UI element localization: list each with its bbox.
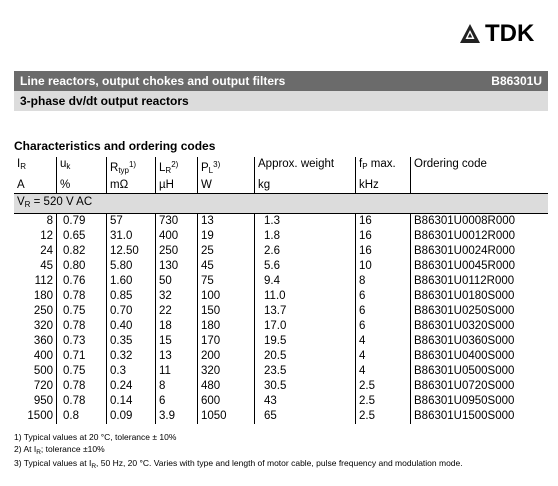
- table-cell: B86301U0400S000: [411, 349, 549, 364]
- footnote: 2) At $I_R$; tolerance ±10%: [14, 443, 105, 456]
- table-cell: 2.6: [255, 244, 356, 259]
- table-cell: 19: [198, 229, 255, 244]
- table-cell: 31.0: [107, 229, 156, 244]
- unit-label: [411, 178, 549, 194]
- table-row: [14, 364, 548, 379]
- table-cell: 3.9: [156, 409, 198, 424]
- table-row: [14, 379, 548, 394]
- voltage-row: [14, 194, 548, 214]
- unit-label: A: [14, 178, 57, 194]
- table-cell: 18: [156, 319, 198, 334]
- table-cell: 4: [356, 364, 411, 379]
- table-row: [14, 229, 548, 244]
- table-cell: 0.3: [107, 364, 156, 379]
- table-cell: 480: [198, 379, 255, 394]
- table-cell: 320: [198, 364, 255, 379]
- column-header: Approx. weight: [255, 157, 356, 178]
- table-cell: B86301U0024R000: [411, 244, 549, 259]
- table-row: [14, 304, 548, 319]
- table-cell: 0.82: [57, 244, 107, 259]
- table-cell: B86301U0008R000: [411, 214, 549, 230]
- table-cell: B86301U0180S000: [411, 289, 549, 304]
- table-cell: 19.5: [255, 334, 356, 349]
- table-row: [14, 319, 548, 334]
- document-subtitle: 3-phase dv/dt output reactors: [20, 94, 189, 108]
- table-cell: 16: [356, 229, 411, 244]
- table-cell: 0.76: [57, 274, 107, 289]
- table-cell: 180: [33, 290, 53, 302]
- table-row: [14, 289, 548, 304]
- table-cell: 0.8: [57, 409, 107, 424]
- column-header: $P_L^{3)}$: [198, 157, 255, 178]
- table-cell: B86301U0500S000: [411, 364, 549, 379]
- table-cell: 500: [33, 365, 53, 377]
- table-row: [14, 409, 548, 424]
- table-cell: 1.60: [107, 274, 156, 289]
- table-cell: B86301U1500S000: [411, 409, 549, 424]
- table-cell: 112: [34, 275, 53, 287]
- table-cell: 0.85: [107, 289, 156, 304]
- footnote: 1) Typical values at 20 °C, tolerance ± 10%: [14, 432, 177, 442]
- footnote: 3) Typical values at $I_R$, 50 Hz, 20 °C. Varies with type and length of motor cable, pulse frequency and modulation mode.: [14, 458, 463, 470]
- table-cell: B86301U0012R000: [411, 229, 549, 244]
- characteristics-table: [14, 157, 548, 424]
- table-cell: 13.7: [255, 304, 356, 319]
- table-cell: 0.78: [57, 319, 107, 334]
- table-cell: 0.78: [57, 289, 107, 304]
- table-cell: 10: [356, 259, 411, 274]
- unit-label: kg: [255, 178, 356, 194]
- table-cell: B86301U0360S000: [411, 334, 549, 349]
- table-cell: 400: [33, 350, 53, 362]
- table-cell: B86301U0112R000: [411, 274, 549, 289]
- table-row: [14, 259, 548, 274]
- table-cell: 16: [356, 244, 411, 259]
- table-cell: 8: [46, 215, 53, 227]
- table-cell: 45: [198, 259, 255, 274]
- table-cell: 9.4: [255, 274, 356, 289]
- table-cell: 23.5: [255, 364, 356, 379]
- table-cell: 12: [40, 230, 53, 242]
- table-cell: 6: [156, 394, 198, 409]
- table-cell: 0.73: [57, 334, 107, 349]
- table-cell: 0.14: [107, 394, 156, 409]
- table-row: [14, 394, 548, 409]
- table-units-row: [14, 178, 548, 194]
- table-row: [14, 244, 548, 259]
- table-cell: 16: [356, 214, 411, 230]
- table-cell: 360: [33, 335, 53, 347]
- column-header: $u_k$: [57, 157, 107, 178]
- table-cell: B86301U0720S000: [411, 379, 549, 394]
- part-number: B86301U: [491, 74, 542, 88]
- table-cell: 170: [198, 334, 255, 349]
- unit-label: kHz: [356, 178, 411, 194]
- table-cell: 2.5: [356, 394, 411, 409]
- table-cell: 1.3: [255, 214, 356, 230]
- voltage-rating: $V_R = 520$ V AC: [14, 194, 548, 214]
- table-cell: B86301U0320S000: [411, 319, 549, 334]
- table-cell: 25: [198, 244, 255, 259]
- table-cell: B86301U0250S000: [411, 304, 549, 319]
- table-cell: 0.40: [107, 319, 156, 334]
- tdk-logo-icon: [458, 22, 482, 46]
- table-cell: 950: [33, 395, 53, 407]
- table-cell: 0.75: [57, 304, 107, 319]
- column-header: $L_R^{2)}$: [156, 157, 198, 178]
- table-header-row: [14, 157, 548, 178]
- table-cell: 0.75: [57, 364, 107, 379]
- table-cell: 320: [33, 320, 53, 332]
- table-cell: 1500: [27, 410, 53, 422]
- table-cell: 200: [198, 349, 255, 364]
- table-cell: 11: [156, 364, 198, 379]
- tdk-logo-text: TDK: [485, 20, 535, 47]
- table-cell: 17.0: [255, 319, 356, 334]
- table-cell: 5.80: [107, 259, 156, 274]
- table-cell: 180: [198, 319, 255, 334]
- column-header: $R_{typ}^{1)}$: [107, 157, 156, 178]
- table-cell: B86301U0950S000: [411, 394, 549, 409]
- document-header-bar: [14, 71, 548, 91]
- column-header: $f_P$ max.: [356, 157, 411, 178]
- table-cell: 250: [156, 244, 198, 259]
- table-cell: 0.24: [107, 379, 156, 394]
- table-cell: 150: [198, 304, 255, 319]
- table-cell: B86301U0045R000: [411, 259, 549, 274]
- table-cell: 0.70: [107, 304, 156, 319]
- table-cell: 100: [198, 289, 255, 304]
- table-row: [14, 214, 548, 230]
- table-cell: 1050: [198, 409, 255, 424]
- table-cell: 0.65: [57, 229, 107, 244]
- table-cell: 5.6: [255, 259, 356, 274]
- table-cell: 600: [198, 394, 255, 409]
- table-row: [14, 334, 548, 349]
- column-header: $I_R$: [17, 158, 26, 171]
- table-cell: 32: [156, 289, 198, 304]
- table-cell: 0.32: [107, 349, 156, 364]
- table-cell: 0.79: [57, 214, 107, 230]
- column-header: Ordering code: [411, 157, 549, 178]
- table-cell: 24: [40, 245, 53, 257]
- unit-label: mΩ: [107, 178, 156, 194]
- document-subtitle-bar: [14, 91, 548, 111]
- table-cell: 57: [107, 214, 156, 230]
- tdk-logo: [458, 20, 550, 48]
- table-cell: 45: [40, 260, 53, 272]
- table-cell: 11.0: [255, 289, 356, 304]
- table-cell: 13: [156, 349, 198, 364]
- table-cell: 22: [156, 304, 198, 319]
- table-cell: 4: [356, 349, 411, 364]
- unit-label: µH: [156, 178, 198, 194]
- table-cell: 50: [156, 274, 198, 289]
- table-cell: 1.8: [255, 229, 356, 244]
- table-cell: 730: [156, 214, 198, 230]
- table-cell: 0.80: [57, 259, 107, 274]
- table-cell: 13: [198, 214, 255, 230]
- table-cell: 0.09: [107, 409, 156, 424]
- table-cell: 250: [33, 305, 53, 317]
- footnotes: [14, 432, 463, 473]
- table-cell: 12.50: [107, 244, 156, 259]
- table-cell: 130: [156, 259, 198, 274]
- table-cell: 30.5: [255, 379, 356, 394]
- table-cell: 2.5: [356, 409, 411, 424]
- table-cell: 0.35: [107, 334, 156, 349]
- table-cell: 75: [198, 274, 255, 289]
- table-cell: 65: [255, 409, 356, 424]
- table-cell: 4: [356, 334, 411, 349]
- table-cell: 0.78: [57, 379, 107, 394]
- table-cell: 43: [255, 394, 356, 409]
- unit-label: %: [57, 178, 107, 194]
- table-cell: 20.5: [255, 349, 356, 364]
- table-row: [14, 349, 548, 364]
- table-cell: 2.5: [356, 379, 411, 394]
- table-cell: 15: [156, 334, 198, 349]
- unit-label: W: [198, 178, 255, 194]
- document-title: Line reactors, output chokes and output filters: [20, 74, 286, 88]
- table-cell: 6: [356, 304, 411, 319]
- table-cell: 6: [356, 289, 411, 304]
- table-cell: 8: [356, 274, 411, 289]
- table-cell: 720: [33, 380, 53, 392]
- table-cell: 0.71: [57, 349, 107, 364]
- table-cell: 400: [156, 229, 198, 244]
- table-cell: 8: [156, 379, 198, 394]
- table-cell: 6: [356, 319, 411, 334]
- table-cell: 0.78: [57, 394, 107, 409]
- table-row: [14, 274, 548, 289]
- section-title: Characteristics and ordering codes: [14, 139, 216, 153]
